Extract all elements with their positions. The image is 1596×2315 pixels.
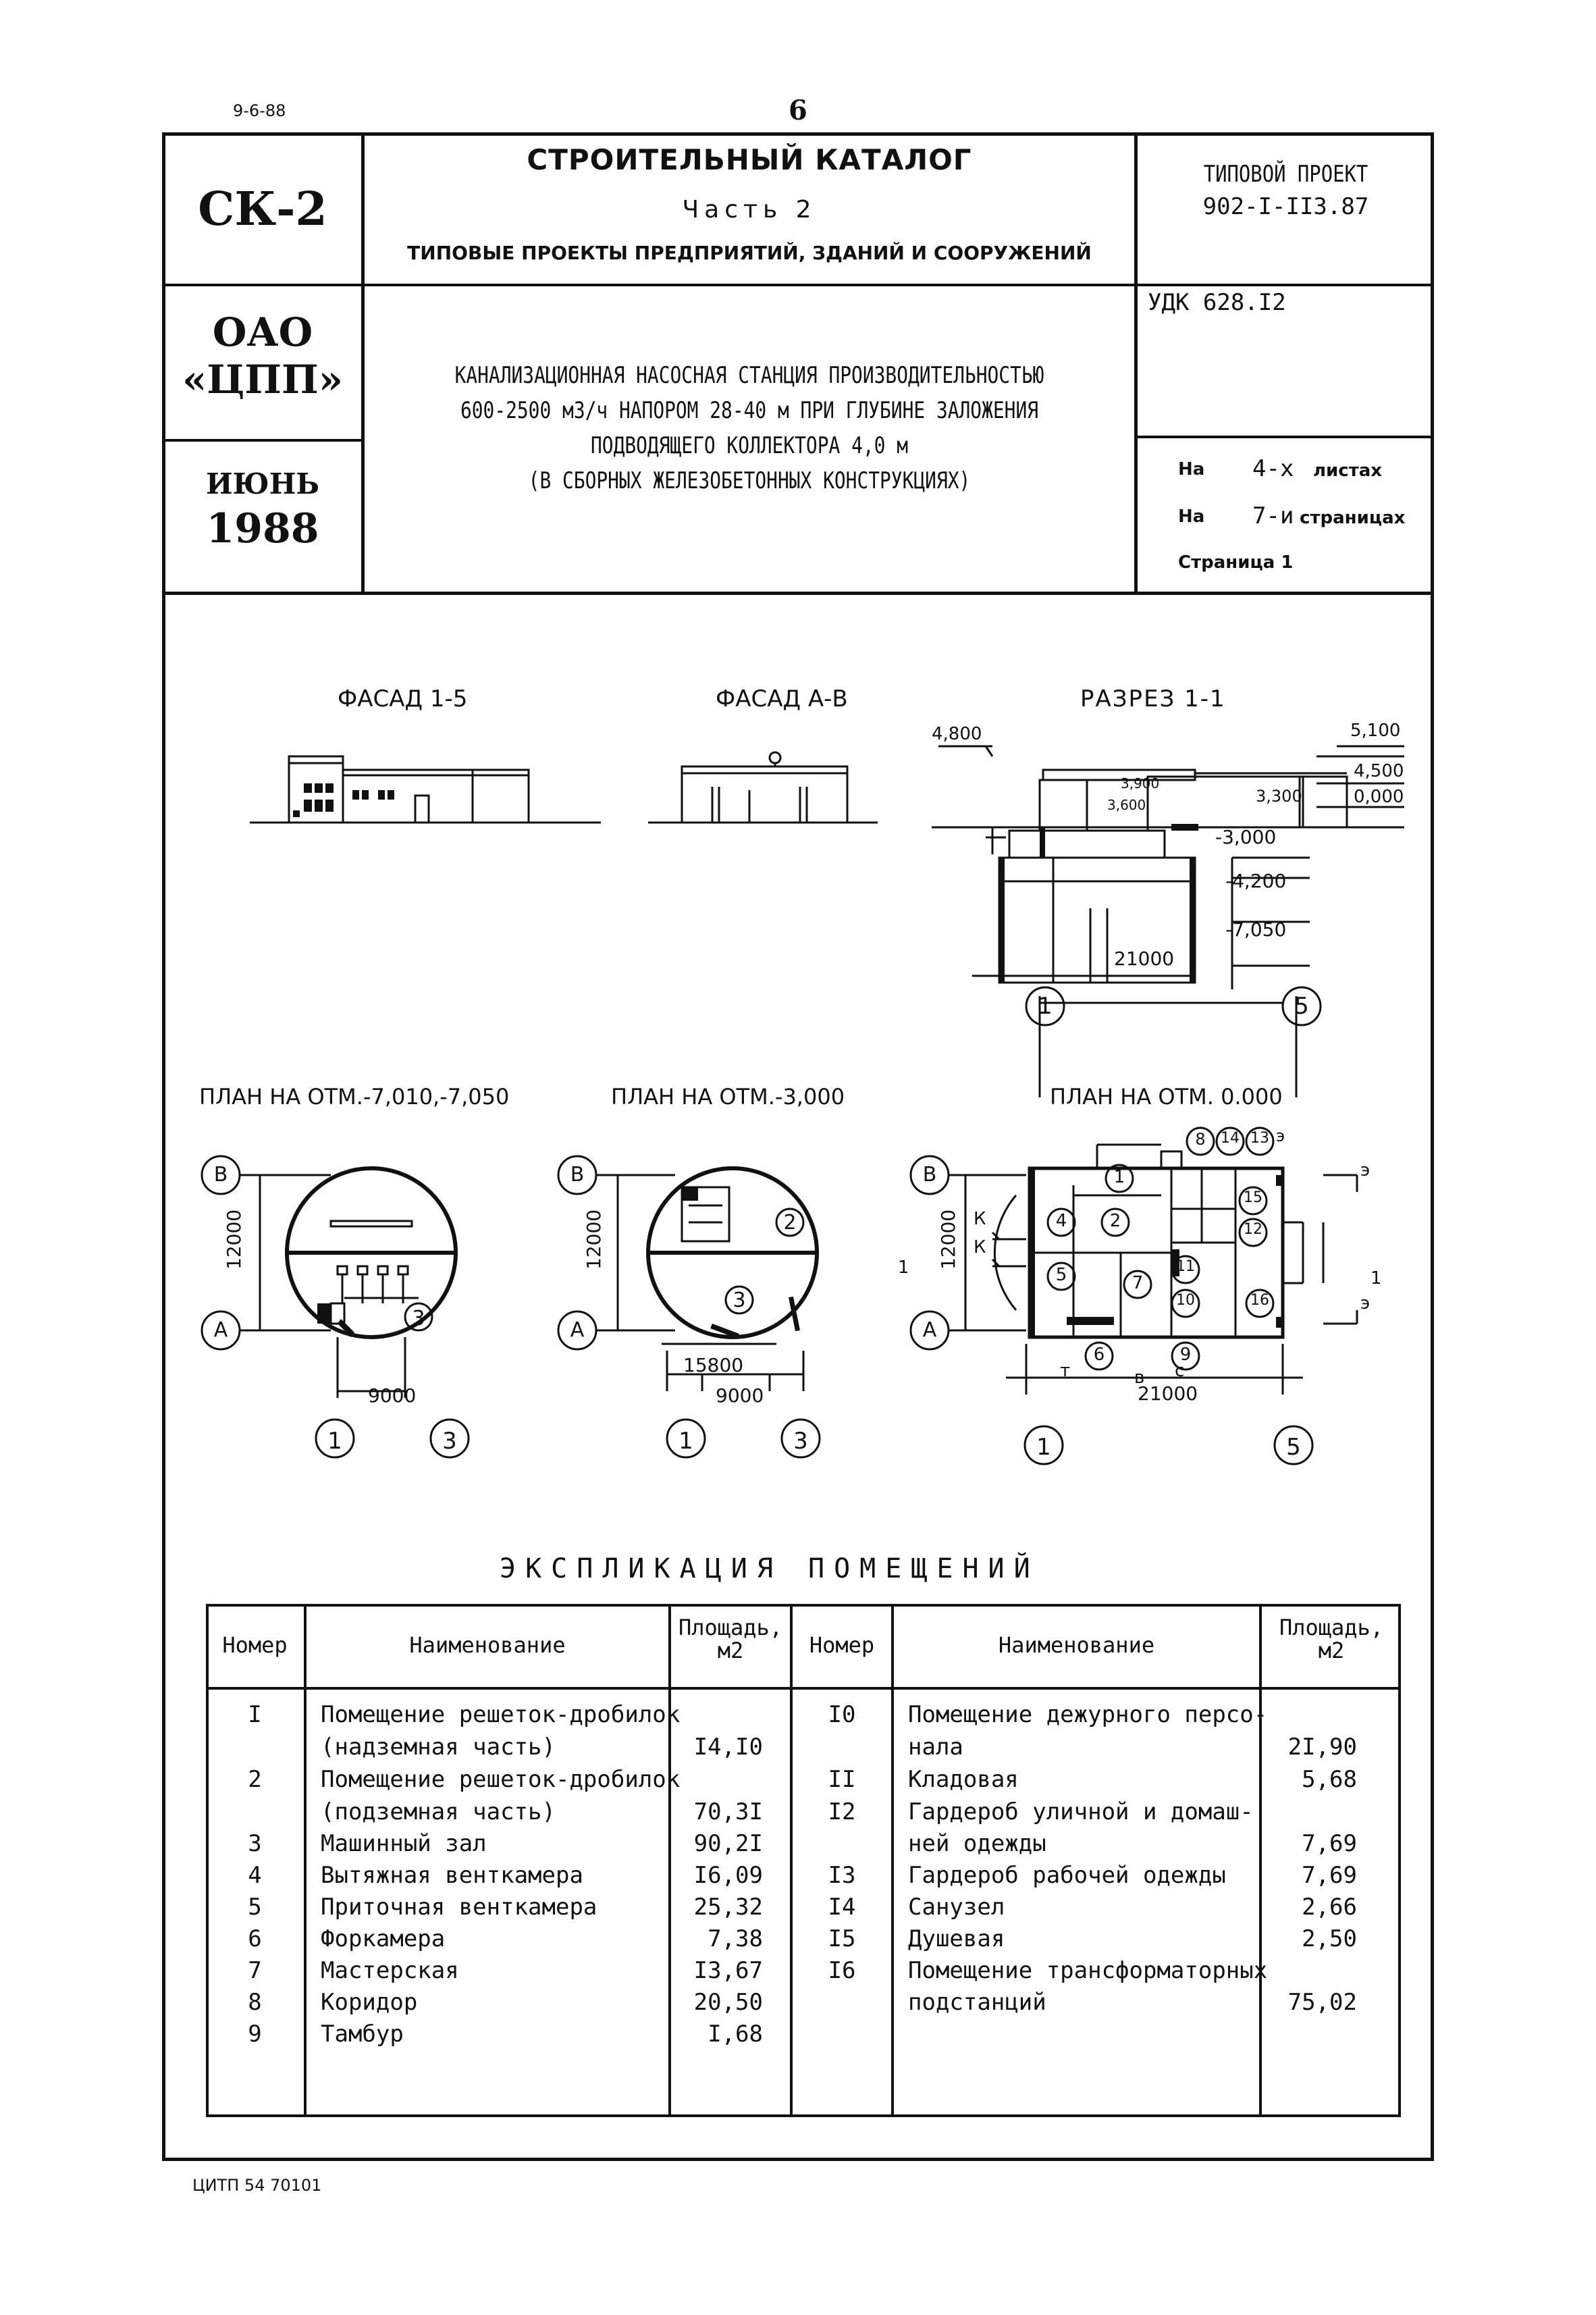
left-row-num: 2 xyxy=(248,1766,262,1793)
left-row-area: 25,32 xyxy=(693,1894,763,1921)
left-row-num: 3 xyxy=(248,1830,262,1857)
year: 1988 xyxy=(206,505,319,552)
right-row-num: I4 xyxy=(828,1894,856,1921)
left-row-name: Помещение решеток-дробилок xyxy=(321,1766,681,1793)
plan3-marker-k-lower: К xyxy=(974,1237,986,1257)
description-line: ПОДВОДЯЩЕГО КОЛЛЕКТОРА 4,0 м xyxy=(591,432,908,459)
right-row-name: Помещение дежурного персо- xyxy=(908,1701,1268,1728)
plan-minus3-title: ПЛАН НА ОТМ.-3,000 xyxy=(611,1084,845,1110)
right-row-area: 7,69 xyxy=(1302,1862,1357,1889)
left-row-name: Машинный зал xyxy=(321,1830,487,1857)
plan-minus7-title: ПЛАН НА ОТМ.-7,010,-7,050 xyxy=(199,1084,510,1110)
room-number-2: 2 xyxy=(1109,1211,1121,1231)
right-row-name: Помещение трансформаторных xyxy=(908,1957,1268,1984)
header-right-line xyxy=(1134,436,1434,438)
section-mark-minus7050: -7,050 xyxy=(1225,918,1287,941)
room-number-4: 4 xyxy=(1055,1211,1067,1231)
plan3-marker-e-small: э xyxy=(1276,1126,1285,1145)
right-row-name: Санузел xyxy=(908,1894,1005,1921)
plan1-axis-B: В xyxy=(213,1163,228,1187)
left-row-name: Вытяжная венткамера xyxy=(321,1862,583,1889)
project-label: ТИПОВОЙ ПРОЕКТ xyxy=(1203,161,1368,188)
left-row-num: 9 xyxy=(248,2021,262,2048)
table-header-divider xyxy=(206,1687,1401,1690)
plan2-axis-B: В xyxy=(570,1163,585,1187)
section-axis-5: 5 xyxy=(1294,993,1309,1020)
header-name-left: Наименование xyxy=(409,1632,566,1658)
left-row-area: I3,67 xyxy=(693,1957,763,1984)
section-mark-3900: 3,900 xyxy=(1121,775,1160,791)
plan1-axis-A: А xyxy=(213,1318,228,1342)
left-row-num: 5 xyxy=(248,1894,262,1921)
right-row-num: I0 xyxy=(828,1701,856,1728)
header-number-right: Номер xyxy=(809,1632,875,1658)
room-number-6: 6 xyxy=(1093,1345,1105,1365)
plan2-axis-A: А xyxy=(570,1318,585,1342)
room-number-10: 10 xyxy=(1176,1292,1195,1309)
facade-1-5-drawing xyxy=(250,743,601,844)
plan2-axis-3: 3 xyxy=(793,1428,808,1455)
left-row-area: 20,50 xyxy=(693,1989,763,2016)
right-row-name: нала xyxy=(908,1734,963,1761)
plan1-room-3: 3 xyxy=(412,1307,425,1330)
org-line2: «ЦПП» xyxy=(182,357,344,402)
plan1-axis-1: 1 xyxy=(327,1428,342,1455)
plan1-dim-9000: 9000 xyxy=(368,1384,417,1407)
explication-title: ЭКСПЛИКАЦИЯ ПОМЕЩЕНИЙ xyxy=(500,1553,1040,1584)
section-mark-3600: 3,600 xyxy=(1107,797,1146,813)
header-area-right-2: м2 xyxy=(1318,1638,1345,1663)
org-line1: ОАО xyxy=(212,309,313,355)
section-mark-minus3000: -3,000 xyxy=(1215,826,1277,848)
plan3-marker-e-top: э xyxy=(1360,1160,1371,1180)
header-area-left-1: Площадь, xyxy=(678,1615,783,1640)
right-row-name: Гардероб уличной и домаш- xyxy=(908,1798,1254,1825)
plan1-dim-12000: 12000 xyxy=(223,1209,245,1270)
pages-word: страницах xyxy=(1300,508,1406,528)
section-mark-3300: 3,300 xyxy=(1256,787,1302,806)
left-row-num: 7 xyxy=(248,1957,262,1984)
room-number-15: 15 xyxy=(1244,1189,1262,1206)
catalog-subtitle: ТИПОВЫЕ ПРОЕКТЫ ПРЕДПРИЯТИЙ, ЗДАНИЙ И СООРУЖЕНИЙ xyxy=(407,242,1092,264)
project-code: 902-I-II3.87 xyxy=(1202,193,1369,220)
facade-1-5-title: ФАСАД 1-5 xyxy=(338,685,468,712)
right-row-name: Кладовая xyxy=(908,1766,1019,1793)
right-row-name: ней одежды xyxy=(908,1830,1046,1857)
pages-value: 7-и xyxy=(1252,502,1294,529)
right-row-name: Душевая xyxy=(908,1925,1005,1952)
left-row-area: I,68 xyxy=(708,2021,763,2048)
room-number-14: 14 xyxy=(1221,1130,1240,1147)
plan2-room-2: 2 xyxy=(783,1211,797,1234)
plan3-marker-v: в xyxy=(1134,1368,1145,1388)
plan3-dim-12000: 12000 xyxy=(937,1209,959,1270)
plan3-marker-t: т xyxy=(1060,1361,1071,1381)
plan3-marker-k-upper: К xyxy=(974,1209,986,1229)
page-number: 6 xyxy=(789,95,807,126)
page-label: Страница 1 xyxy=(1178,552,1294,573)
right-row-area: 7,69 xyxy=(1302,1830,1357,1857)
right-row-num: I5 xyxy=(828,1925,856,1952)
left-row-name: Форкамера xyxy=(321,1925,446,1952)
description-block xyxy=(434,358,1065,498)
plan2-axis-1: 1 xyxy=(679,1428,693,1455)
right-row-area: 75,02 xyxy=(1287,1989,1357,2016)
left-row-name: Мастерская xyxy=(321,1957,459,1984)
plan3-axis-5: 5 xyxy=(1286,1434,1301,1461)
left-row-name: Коридор xyxy=(321,1989,418,2016)
plan-zero-drawing xyxy=(884,1121,1425,1472)
plan2-dim-15800: 15800 xyxy=(683,1354,744,1376)
right-row-num: I3 xyxy=(828,1862,856,1889)
header-number-left: Номер xyxy=(222,1632,288,1658)
section-axis-1: 1 xyxy=(1038,993,1053,1020)
plan3-marker-e-bottom: э xyxy=(1360,1293,1371,1313)
month: ИЮНЬ xyxy=(205,467,320,500)
left-row-num: 4 xyxy=(248,1862,262,1889)
sheets-value: 4-х xyxy=(1252,455,1294,482)
series-code: СК-2 xyxy=(198,182,327,236)
section-mark-4500: 4,500 xyxy=(1354,761,1404,781)
left-row-name: Приточная венткамера xyxy=(321,1894,597,1921)
catalog-part: Часть 2 xyxy=(682,196,817,224)
plan3-section-1-right: 1 xyxy=(1371,1268,1382,1289)
left-row-num: I xyxy=(248,1701,262,1728)
section-mark-minus4200: -4,200 xyxy=(1225,870,1287,892)
facade-a-v-title: ФАСАД А-В xyxy=(716,685,848,712)
left-row-area: I4,I0 xyxy=(693,1734,763,1761)
document-id: 9-6-88 xyxy=(233,101,286,120)
room-number-5: 5 xyxy=(1055,1265,1067,1285)
right-row-num: II xyxy=(828,1766,856,1793)
header-area-left-2: м2 xyxy=(717,1638,744,1663)
header-area-right-1: Площадь, xyxy=(1279,1615,1384,1640)
sheets-word: листах xyxy=(1313,461,1383,481)
plan3-dim-21000: 21000 xyxy=(1138,1382,1198,1405)
table-col-divider xyxy=(304,1604,307,2117)
plan3-axis-1: 1 xyxy=(1036,1434,1051,1461)
pages-prefix: На xyxy=(1178,506,1205,527)
section-mark-4800: 4,800 xyxy=(932,724,982,744)
section-mark-5100: 5,100 xyxy=(1350,721,1401,741)
plan2-dim-9000: 9000 xyxy=(716,1384,764,1407)
plan2-room-3: 3 xyxy=(733,1289,746,1312)
left-row-area: I6,09 xyxy=(693,1862,763,1889)
description-line: 600-2500 м3/ч НАПОРОМ 28-40 м ПРИ ГЛУБИНЕ ЗАЛОЖЕНИЯ xyxy=(460,397,1039,424)
left-row-name: (надземная часть) xyxy=(321,1734,556,1761)
left-row-name: Тамбур xyxy=(321,2021,404,2048)
udk-code: УДК 628.I2 xyxy=(1148,289,1286,316)
plan-zero-title: ПЛАН НА ОТМ. 0.000 xyxy=(1050,1084,1283,1110)
right-row-area: 5,68 xyxy=(1302,1766,1357,1793)
left-row-name: (подземная часть) xyxy=(321,1798,556,1825)
header-name-right: Наименование xyxy=(998,1632,1155,1658)
room-number-13: 13 xyxy=(1250,1130,1269,1147)
room-number-12: 12 xyxy=(1244,1221,1262,1238)
room-number-9: 9 xyxy=(1179,1345,1192,1365)
right-row-area: 2,66 xyxy=(1302,1894,1357,1921)
right-row-area: 2I,90 xyxy=(1287,1734,1357,1761)
section-1-1-title: РАЗРЕЗ 1-1 xyxy=(1080,685,1226,712)
header-left-line2 xyxy=(162,439,365,442)
room-number-11: 11 xyxy=(1176,1258,1195,1275)
room-number-8: 8 xyxy=(1195,1130,1206,1149)
plan3-section-1-left: 1 xyxy=(898,1257,909,1278)
room-number-16: 16 xyxy=(1250,1292,1269,1309)
plan3-marker-s: с xyxy=(1175,1361,1185,1381)
table-col-divider xyxy=(891,1604,894,2117)
left-row-num: 8 xyxy=(248,1989,262,2016)
facade-a-v-drawing xyxy=(648,743,878,844)
header-left-line1 xyxy=(162,284,365,286)
left-row-area: 70,3I xyxy=(693,1798,763,1825)
section-mark-0000: 0,000 xyxy=(1354,787,1404,807)
header-mid-line xyxy=(361,284,1434,286)
left-row-area: 7,38 xyxy=(708,1925,763,1952)
header-bottom-line xyxy=(162,592,1434,595)
right-row-name: Гардероб рабочей одежды xyxy=(908,1862,1226,1889)
section-dim-21000: 21000 xyxy=(1114,947,1175,970)
plan3-axis-B: В xyxy=(922,1163,937,1187)
plan3-axis-A: А xyxy=(922,1318,937,1342)
description-line: (В СБОРНЫХ ЖЕЛЕЗОБЕТОННЫХ КОНСТРУКЦИЯХ) xyxy=(528,467,971,494)
left-row-area: 90,2I xyxy=(693,1830,763,1857)
room-number-7: 7 xyxy=(1132,1273,1144,1293)
description-line: КАНАЛИЗАЦИОННАЯ НАСОСНАЯ СТАНЦИЯ ПРОИЗВОДИТЕЛЬНОСТЬЮ xyxy=(454,362,1044,389)
left-row-name: Помещение решеток-дробилок xyxy=(321,1701,681,1728)
sheets-prefix: На xyxy=(1178,459,1205,479)
left-row-num: 6 xyxy=(248,1925,262,1952)
right-row-num: I6 xyxy=(828,1957,856,1984)
right-row-name: подстанций xyxy=(908,1989,1046,2016)
plan-minus7-drawing xyxy=(196,1141,506,1459)
plan2-dim-12000: 12000 xyxy=(583,1209,605,1270)
right-row-num: I2 xyxy=(828,1798,856,1825)
catalog-title: СТРОИТЕЛЬНЫЙ КАТАЛОГ xyxy=(527,143,972,176)
plan-minus3-drawing xyxy=(554,1141,864,1459)
footer-code: ЦИТП 54 70101 xyxy=(192,2176,322,2195)
right-row-area: 2,50 xyxy=(1302,1925,1357,1952)
plan1-axis-3: 3 xyxy=(442,1428,457,1455)
room-number-1: 1 xyxy=(1113,1167,1125,1187)
